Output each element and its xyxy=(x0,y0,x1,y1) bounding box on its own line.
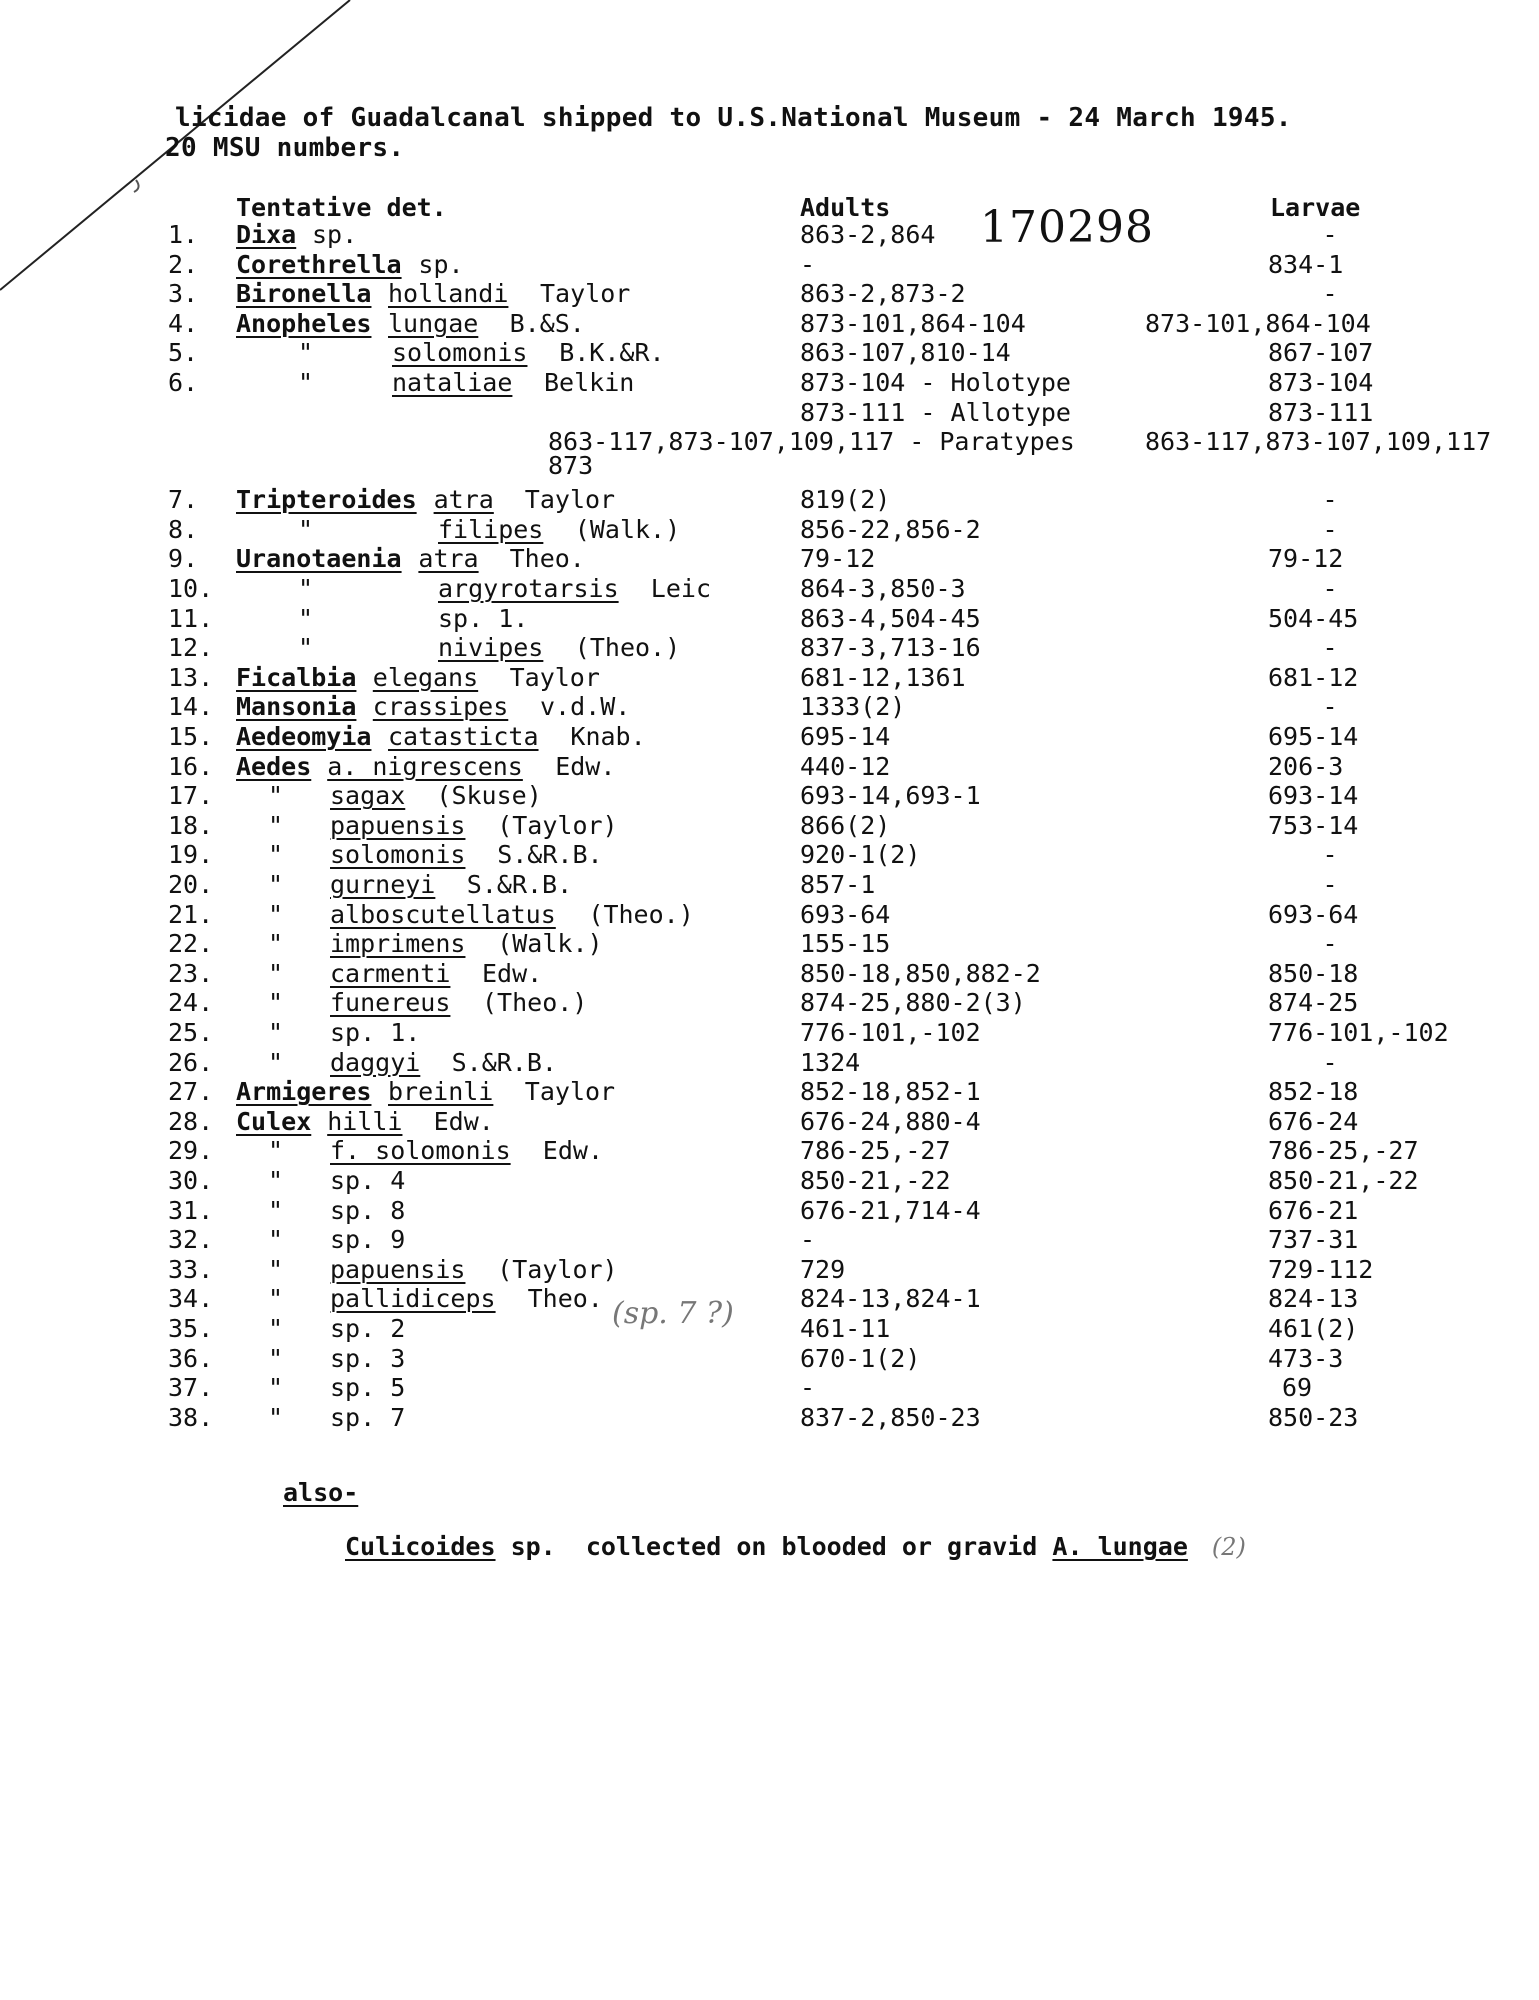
ditto-mark: " xyxy=(298,603,314,633)
larvae-value: 776-101,-102 xyxy=(1268,1018,1449,1047)
document-subtitle: 20 MSU numbers. xyxy=(165,133,405,163)
ditto-mark: " xyxy=(268,899,284,929)
larvae-value: 852-18 xyxy=(1268,1077,1359,1107)
species-name: sp. 3 xyxy=(330,1343,406,1373)
table-row xyxy=(0,1077,1539,1107)
author-name: Taylor xyxy=(524,1077,616,1107)
species-name: sagax xyxy=(330,781,406,811)
larvae-value: - xyxy=(1322,485,1338,515)
table-row xyxy=(0,1255,1539,1285)
genus-name: Culex xyxy=(236,1106,312,1136)
row-number: 6. xyxy=(168,368,199,397)
adults-value: 824-13,824-1 xyxy=(800,1284,981,1314)
table-row xyxy=(0,604,1539,634)
larvae-value: 206-3 xyxy=(1268,751,1344,781)
table-row xyxy=(0,1048,1539,1078)
ditto-mark: " xyxy=(268,781,284,811)
adults-value: 461-11 xyxy=(800,1314,891,1343)
row-number: 9. xyxy=(168,544,199,574)
larvae-value: 461(2) xyxy=(1268,1314,1359,1343)
adults-value: 857-1 xyxy=(800,870,876,899)
ditto-mark: " xyxy=(268,1047,284,1077)
species-name: sp. xyxy=(312,220,358,249)
species-name: imprimens xyxy=(330,929,466,959)
row-number: 38. xyxy=(168,1402,214,1432)
row-number: 12. xyxy=(168,633,214,663)
larvae-value: - xyxy=(1322,870,1338,899)
row-number: 22. xyxy=(168,929,214,959)
ditto-mark: " xyxy=(298,368,314,397)
author-name: (Taylor) xyxy=(497,1254,618,1284)
row-number: 34. xyxy=(168,1284,214,1314)
table-row xyxy=(0,1018,1539,1048)
table-row xyxy=(0,1284,1539,1314)
row-number: 23. xyxy=(168,958,214,988)
row-number: 10. xyxy=(168,574,214,603)
ditto-mark: " xyxy=(268,1314,284,1343)
footer-handwritten-note: (2) xyxy=(1211,1533,1246,1561)
species-name: filipes xyxy=(438,514,544,544)
row-number: 19. xyxy=(168,840,214,870)
table-row xyxy=(0,722,1539,752)
adults-value: 873-104 - Holotype xyxy=(800,368,1071,397)
author-name: Theo. xyxy=(509,544,585,574)
table-row xyxy=(0,398,1539,428)
row-number: 18. xyxy=(168,810,214,840)
adults-value: 863-2,864 xyxy=(800,220,936,249)
species-name: breinli xyxy=(388,1077,494,1107)
table-row xyxy=(0,781,1539,811)
table-row xyxy=(0,633,1539,663)
footer-species: A. lungae xyxy=(1052,1532,1188,1561)
row-number: 1. xyxy=(168,220,199,249)
genus-name: Anopheles xyxy=(236,308,372,338)
adults-value: 681-12,1361 xyxy=(800,662,966,692)
genus-name: Tripteroides xyxy=(236,485,417,515)
author-name: Taylor xyxy=(540,279,631,309)
row-number: 14. xyxy=(168,692,214,722)
author-name: Belkin xyxy=(544,368,635,397)
larvae-value: 874-25 xyxy=(1268,988,1359,1018)
column-header-tentative: Tentative det. xyxy=(236,193,447,222)
row-number: 16. xyxy=(168,751,214,781)
larvae-value: - xyxy=(1322,633,1338,663)
table-row xyxy=(0,811,1539,841)
larvae-value: - xyxy=(1322,1047,1338,1077)
ditto-mark: " xyxy=(268,1373,284,1403)
larvae-value: 737-31 xyxy=(1268,1225,1359,1255)
table-row xyxy=(0,692,1539,722)
row-number: 29. xyxy=(168,1136,214,1166)
genus-name: Bironella xyxy=(236,279,372,309)
larvae-value: 693-64 xyxy=(1268,899,1359,929)
adults-value: 852-18,852-1 xyxy=(800,1077,981,1107)
row-number: 11. xyxy=(168,603,214,633)
table-row xyxy=(0,309,1539,339)
genus-name: Mansonia xyxy=(236,692,357,722)
larvae-value: - xyxy=(1322,279,1338,309)
table-row xyxy=(0,1314,1539,1344)
species-name: nataliae xyxy=(392,368,513,397)
table-row xyxy=(0,929,1539,959)
species-name: hilli xyxy=(327,1106,403,1136)
species-name: crassipes xyxy=(372,692,509,722)
row-number: 21. xyxy=(168,899,214,929)
genus-name: Aedes xyxy=(236,751,312,781)
larvae-value: 834-1 xyxy=(1268,249,1344,279)
adults-value: 863-107,810-14 xyxy=(800,338,1011,368)
larvae-value: 850-23 xyxy=(1268,1402,1359,1432)
adults-value: 837-3,713-16 xyxy=(800,633,981,663)
larvae-value: 850-21,-22 xyxy=(1268,1166,1419,1195)
ditto-mark: " xyxy=(268,988,284,1018)
table-row xyxy=(0,840,1539,870)
adults-value: 866(2) xyxy=(800,810,891,840)
author-name: v.d.W. xyxy=(540,692,631,722)
row-number: 5. xyxy=(168,338,199,368)
table-row xyxy=(0,544,1539,574)
adults-value: 155-15 xyxy=(800,929,891,959)
species-name: sp. 7 xyxy=(330,1402,406,1432)
ditto-mark: " xyxy=(298,338,314,368)
species-name: solomonis xyxy=(330,840,466,870)
row-number: 8. xyxy=(168,514,199,544)
table-row xyxy=(0,338,1539,368)
larvae-value: - xyxy=(1322,514,1338,544)
table-row xyxy=(0,1136,1539,1166)
species-name: alboscutellatus xyxy=(330,899,556,929)
species-name: elegans xyxy=(372,662,479,692)
larvae-value: 786-25,-27 xyxy=(1268,1136,1419,1166)
author-name: Leic xyxy=(650,574,712,603)
table-row xyxy=(0,250,1539,280)
column-header-adults: Adults xyxy=(800,193,891,222)
species-name: solomonis xyxy=(392,338,528,368)
author-name: S.&R.B. xyxy=(497,840,603,870)
table-row xyxy=(0,451,1539,481)
author-name: (Taylor) xyxy=(497,810,618,840)
table-row xyxy=(0,1373,1539,1403)
ditto-mark: " xyxy=(298,514,314,544)
species-name: funereus xyxy=(330,988,451,1018)
larvae-value: 729-112 xyxy=(1268,1254,1374,1284)
table-row xyxy=(0,279,1539,309)
table-row xyxy=(0,515,1539,545)
species-name: papuensis xyxy=(330,1254,466,1284)
species-name: nivipes xyxy=(438,633,544,663)
adults-value: 776-101,-102 xyxy=(800,1018,981,1047)
adults-value: 863-2,873-2 xyxy=(800,279,966,309)
table-row xyxy=(0,1225,1539,1255)
row-number: 26. xyxy=(168,1047,214,1077)
species-name: sp. 2 xyxy=(330,1314,406,1343)
row-number: 28. xyxy=(168,1106,214,1136)
ditto-mark: " xyxy=(268,1136,284,1166)
adults-value: 863-4,504-45 xyxy=(800,603,981,633)
adults-value: 729 xyxy=(800,1254,846,1284)
larvae-value: 863-117,873-107,109,117 xyxy=(1145,427,1492,457)
row-number: 35. xyxy=(168,1314,214,1343)
species-name: carmenti xyxy=(330,958,451,988)
adults-value: 1333(2) xyxy=(800,692,906,722)
ditto-mark: " xyxy=(298,574,314,603)
ditto-mark: " xyxy=(268,929,284,959)
genus-name: Ficalbia xyxy=(236,662,357,692)
table-row xyxy=(0,1166,1539,1196)
table-row xyxy=(0,1403,1539,1433)
species-name: lungae xyxy=(388,308,479,338)
species-name: sp. 9 xyxy=(330,1225,406,1255)
ditto-mark: " xyxy=(268,840,284,870)
species-name: papuensis xyxy=(330,810,466,840)
adults-value: - xyxy=(800,249,816,279)
row-number: 27. xyxy=(168,1077,214,1107)
author-name: Edw. xyxy=(542,1136,604,1166)
author-name: Edw. xyxy=(433,1106,494,1136)
adults-value: 693-64 xyxy=(800,899,891,929)
table-row xyxy=(0,1107,1539,1137)
table-row xyxy=(0,485,1539,515)
ditto-mark: " xyxy=(298,633,314,663)
larvae-value: - xyxy=(1322,692,1338,722)
species-name: atra xyxy=(433,485,494,515)
adults-value: 873-111 - Allotype xyxy=(800,397,1071,427)
author-name: (Walk.) xyxy=(574,514,681,544)
table-row xyxy=(0,959,1539,989)
species-name: sp. xyxy=(418,249,464,279)
species-name: sp. 1. xyxy=(330,1018,421,1047)
footer-note xyxy=(345,1532,1246,1561)
row-number: 7. xyxy=(168,485,199,515)
species-name: catasticta xyxy=(388,722,539,751)
table-row xyxy=(0,574,1539,604)
adults-value: 676-24,880-4 xyxy=(800,1106,981,1136)
row-number: 30. xyxy=(168,1166,214,1195)
ditto-mark: " xyxy=(268,810,284,840)
author-name: (Theo.) xyxy=(482,988,588,1018)
ditto-mark: " xyxy=(268,1018,284,1047)
adults-value: 864-3,850-3 xyxy=(800,574,966,603)
adults-value: 863-117,873-107,109,117 - Paratypes xyxy=(548,427,1075,457)
species-name: daggyi xyxy=(330,1047,421,1077)
genus-name: Armigeres xyxy=(236,1077,372,1107)
author-name: Theo. xyxy=(527,1284,603,1314)
ditto-mark: " xyxy=(268,1284,284,1314)
adults-value: 819(2) xyxy=(800,485,891,515)
table-row xyxy=(0,988,1539,1018)
adults-value: 873-101,864-104 xyxy=(800,308,1026,338)
species-name: hollandi xyxy=(388,279,509,309)
table-row xyxy=(0,870,1539,900)
larvae-value: 473-3 xyxy=(1268,1343,1344,1373)
author-name: Knab. xyxy=(570,722,646,751)
larvae-value: - xyxy=(1322,574,1338,603)
author-name: Edw. xyxy=(482,958,543,988)
row-number: 3. xyxy=(168,279,199,309)
genus-name: Aedeomyia xyxy=(236,722,372,751)
author-name: Edw. xyxy=(555,751,616,781)
adults-value: 850-21,-22 xyxy=(800,1166,951,1195)
adults-value: 874-25,880-2(3) xyxy=(800,988,1026,1018)
species-name: argyrotarsis xyxy=(438,574,619,603)
row-number: 33. xyxy=(168,1254,214,1284)
row-number: 15. xyxy=(168,722,214,751)
table-row xyxy=(0,1344,1539,1374)
adults-value: 695-14 xyxy=(800,722,891,751)
species-name: sp. 4 xyxy=(330,1166,406,1195)
larvae-value: 753-14 xyxy=(1268,810,1359,840)
ditto-mark: " xyxy=(268,1195,284,1225)
adults-value: 856-22,856-2 xyxy=(800,514,981,544)
larvae-value: - xyxy=(1322,929,1338,959)
adults-value: 676-21,714-4 xyxy=(800,1195,981,1225)
larvae-value: 69 xyxy=(1282,1373,1313,1403)
adults-value: 850-18,850,882-2 xyxy=(800,958,1041,988)
larvae-value: 850-18 xyxy=(1268,958,1359,988)
footer-text: sp. collected on blooded or gravid xyxy=(495,1532,1053,1561)
larvae-value: 867-107 xyxy=(1268,338,1374,368)
larvae-value: 681-12 xyxy=(1268,662,1359,692)
species-name: gurneyi xyxy=(330,870,436,899)
larvae-value: 873-101,864-104 xyxy=(1145,308,1371,338)
author-name: B.&S. xyxy=(509,308,585,338)
adults-value: 786-25,-27 xyxy=(800,1136,951,1166)
row-number: 13. xyxy=(168,662,214,692)
larvae-value: - xyxy=(1322,220,1338,249)
handwritten-margin-note: (sp. 7 ?) xyxy=(612,1296,734,1331)
ditto-mark: " xyxy=(268,870,284,899)
table-row xyxy=(0,220,1539,250)
table-row xyxy=(0,900,1539,930)
row-number: 36. xyxy=(168,1343,214,1373)
larvae-value: 79-12 xyxy=(1268,544,1344,574)
larvae-value: 693-14 xyxy=(1268,781,1359,811)
larvae-value: 695-14 xyxy=(1268,722,1359,751)
document-title: licidae of Guadalcanal shipped to U.S.National Museum - 24 March 1945. xyxy=(175,103,1292,133)
table-row xyxy=(0,1196,1539,1226)
row-number: 2. xyxy=(168,249,199,279)
row-number: 25. xyxy=(168,1018,214,1047)
ditto-mark: " xyxy=(268,1166,284,1195)
author-name: (Walk.) xyxy=(497,929,603,959)
species-name: atra xyxy=(418,544,479,574)
genus-name: Uranotaenia xyxy=(236,544,402,574)
adults-value: 873 xyxy=(548,451,594,481)
larvae-value: 873-111 xyxy=(1268,397,1374,427)
genus-name: Corethrella xyxy=(236,249,402,279)
adults-value: 1324 xyxy=(800,1047,861,1077)
larvae-value: 824-13 xyxy=(1268,1284,1359,1314)
larvae-value: 676-21 xyxy=(1268,1195,1359,1225)
row-number: 4. xyxy=(168,308,199,338)
adults-value: 920-1(2) xyxy=(800,840,921,870)
author-name: Taylor xyxy=(509,662,600,692)
species-name: pallidiceps xyxy=(330,1284,496,1314)
row-number: 37. xyxy=(168,1373,214,1403)
table-row xyxy=(0,663,1539,693)
author-name: (Skuse) xyxy=(436,781,542,811)
adults-value: 440-12 xyxy=(800,751,891,781)
adults-value: 670-1(2) xyxy=(800,1343,921,1373)
column-header-larvae: Larvae xyxy=(1270,193,1361,222)
larvae-value: 504-45 xyxy=(1268,603,1359,633)
row-number: 24. xyxy=(168,988,214,1018)
author-name: S.&R.B. xyxy=(466,870,573,899)
ditto-mark: " xyxy=(268,958,284,988)
row-number: 31. xyxy=(168,1195,214,1225)
ditto-mark: " xyxy=(268,1402,284,1432)
ditto-mark: " xyxy=(268,1343,284,1373)
adults-value: 79-12 xyxy=(800,544,876,574)
row-number: 20. xyxy=(168,870,214,899)
author-name: (Theo.) xyxy=(574,633,681,663)
row-number: 17. xyxy=(168,781,214,811)
author-name: (Theo.) xyxy=(588,899,694,929)
adults-value: 837-2,850-23 xyxy=(800,1402,981,1432)
adults-value: 693-14,693-1 xyxy=(800,781,981,811)
species-name: sp. 1. xyxy=(438,603,529,633)
also-label: also- xyxy=(283,1478,359,1507)
species-name: a. nigrescens xyxy=(327,751,523,781)
table-row xyxy=(0,368,1539,398)
author-name: Taylor xyxy=(524,485,616,515)
author-name: S.&R.B. xyxy=(451,1047,557,1077)
ditto-mark: " xyxy=(268,1225,284,1255)
larvae-value: - xyxy=(1322,840,1338,870)
catalog-stamp: 170298 xyxy=(980,202,1154,253)
species-name: sp. 8 xyxy=(330,1195,406,1225)
footer-genus: Culicoides xyxy=(345,1532,496,1561)
adults-value: - xyxy=(800,1225,816,1255)
species-name: f. solomonis xyxy=(330,1136,511,1166)
species-name: sp. 5 xyxy=(330,1373,406,1403)
larvae-value: 873-104 xyxy=(1268,368,1374,397)
table-row xyxy=(0,752,1539,782)
genus-name: Dixa xyxy=(236,220,297,249)
adults-value: - xyxy=(800,1373,816,1403)
ditto-mark: " xyxy=(268,1254,284,1284)
author-name: B.K.&R. xyxy=(559,338,665,368)
row-number: 32. xyxy=(168,1225,214,1255)
larvae-value: 676-24 xyxy=(1268,1106,1359,1136)
